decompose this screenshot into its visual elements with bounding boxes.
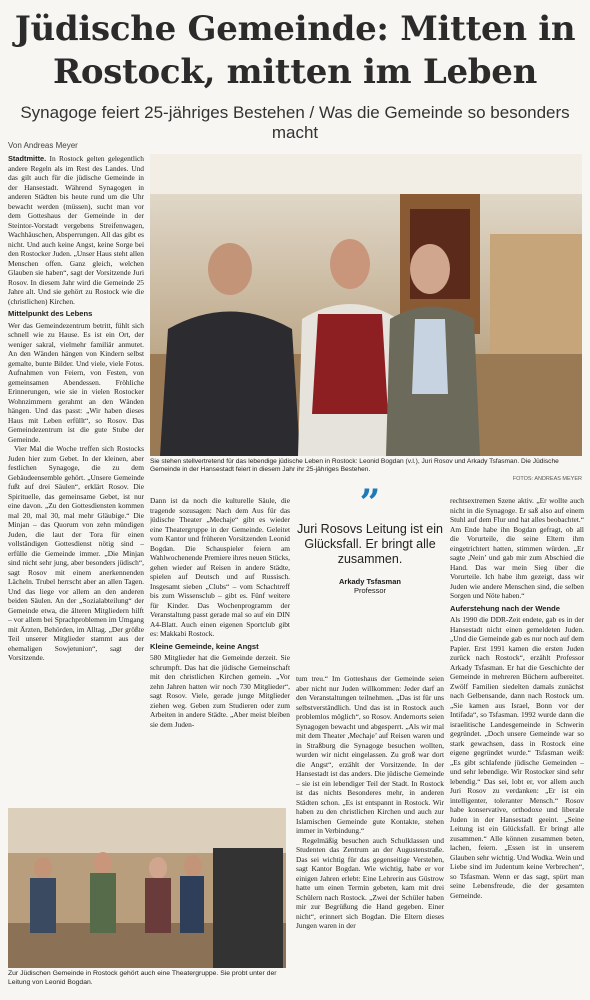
dateline: Stadtmitte. xyxy=(8,154,47,163)
column-1 xyxy=(8,154,144,802)
paragraph: Als 1990 die DDR-Zeit endete, gab es in der Hansestadt nicht einen gemeldeten Juden. „Und die Gemeinde gab es nur noch auf dem Papier. Erst 1991 kamen die ersten Juden zurück nach Rostock“, erzählt Professor Arkady Tsfasman. Er hat die Geschichte der Gemeinde in mehreren Büchern aufbereitet. Zwölf Familien siedelten damals zunächst nach Gelbensande, dann nach Rostock um. „Sie kamen aus Israel, Bonn vor der Intifada“, so Tsfasman. 1992 wurde dann die israelitische Landesgemeinde in Schwerin gegründet. „Doch unsere Gemeinde war so stark gewachsen, dass in Rostock eine eigene gegründet wurde.“ Tsfasman weiß: „Es gibt schlafende jüdische Gemeinden – und sehr lebendige. Wir Rostocker sind sehr lebendig.“ Das sei, lobt er, vor allem auch Juri Rosov zu verdanken: „Er ist ein intelligenter, toleranter Mensch.“ Rosov habe konservative, orthodoxe und liberale Juden in der Hansestadt geeint. „Seine Leitung ist ein Glücksfall. Er bringt alle zusammen.“ Alle können zusammen beten, lachen, feiern. „Essen ist in unserem Glauben sehr wichtig. Und Wodka. Wein und Liebe sind im Judentum keine Verbrechen“, so Tsfasman. Wenn er das sagt, spürt man seine Lebensfreude, die der gesamten Gemeinde. xyxy=(450,615,584,900)
paragraph: rechtsextremen Szene aktiv. „Er wollte auch nicht in die Synagoge. Er saß also auf einem Stuhl auf dem Flur und hat alles beobachtet.“ Am Ende habe ihn Bogdan gefragt, ob all die Vorurteile, die seine Eltern ihm eingetrichtert hatten, stimmen würden. „Er sagte ,Nein’ und gab mir zum Abschied die Hand. Das war mein Sieg über die Vorurteile. Ich habe ihm gezeigt, dass wir Juden wie andere Menschen sind, die selben Sorgen und Nöte haben.“ xyxy=(450,496,584,600)
pull-quote xyxy=(296,482,444,595)
byline: Von Andreas Meyer xyxy=(8,141,78,150)
headline-line-2: Rostock, mitten im Leben xyxy=(52,52,538,92)
headline xyxy=(0,8,590,94)
theater-group-photo xyxy=(8,808,286,968)
column-4 xyxy=(450,496,584,996)
quote-author-role: Professor xyxy=(353,586,387,595)
main-photo xyxy=(150,154,582,456)
paragraph xyxy=(8,154,144,306)
subheading: Mittelpunkt des Lebens xyxy=(8,309,93,318)
subheading: Auferstehung nach der Wende xyxy=(450,603,560,613)
subheadline: Synagoge feiert 25-jähriges Bestehen / Was die Gemeinde so besonders macht xyxy=(20,103,570,142)
quote-author: Arkady Tsfasman xyxy=(339,577,401,586)
caption-text: Sie stehen stellvertretend für das lebendige jüdische Leben in Rostock: Leonid Bogdan (v.l.), Juri Rosov und Arkady Tsfasman. Die Jüdische Gemeinde in der Hansestadt feiert in diesem Jahr ihr 25-jähriges Bestehen. xyxy=(150,458,559,474)
main-photo-caption xyxy=(150,458,582,483)
quote-mark-icon: ” xyxy=(359,482,381,524)
paragraph: Regelmäßig besuchen auch Schulklassen und Studenten das Zentrum an der Augustenstraße. Das sei wichtig für das gegenseitige Verstehen, sagt Kantor Bogdan. Wie wichtig, habe er vor einigen Jahren erlebt: Eine Lehrerin aus Güstrow hatte um einen Termin gebeten, kam mit drei Schülern nach Rostock. „Zwei der Schüler haben mir zur Begrüßung die Hand gegeben. Einer nicht“, erinnert sich Bogdan. Die Eltern dieses Jungen waren in der xyxy=(296,835,444,930)
paragraph: Dann ist da noch die kulturelle Säule, die tragende sozusagen: Nach dem Aus für das jüdische Theater „Mechaje“ gibt es wieder eine Theatergruppe in der Gemeinde. Geleitet vom Kantor und früheren Vorsitzenden Leonid Bogdan. Die Schauspieler feiern am Wahlwochenende Premiere ihres neuen Stücks, gehen wieder auf Reisen in andere Städte, spielen auf Deutsch und auf Russisch. Insgesamt sieben „Clubs“ – vom Schachtreff bis zum Wissensclub – gibt es. Fünf weitere für Kinder. Das Wochenprogramm der Veranstaltung passt gerade mal so auf ein DIN A4-Blatt. Auch einen eigenen Sportclub gibt es: Makkabi Rostock. xyxy=(150,496,290,638)
photo-theater-group xyxy=(8,808,286,968)
paragraph: 580 Mitglieder hat die Gemeinde derzeit. Sie schrumpft. Das hat die jüdische Gemeinschaft mit den christlichen Kirchen gemein. „Vor zehn Jahren hatten wir noch 730 Mitglieder“, sagt Rosov. Viele, gerade junge Mitglieder ziehen weg. Geben zum Studieren oder zum Arbeiten in andere Städte. „Aber meist bleiben sie dem Juden- xyxy=(150,653,290,729)
paragraph-text: In Rostock gelten gelegentlich andere Regeln als im Rest des Landes. Und das gilt auch für die jüdische Gemeinde in der Hansestadt. Während Synagogen in anderen Städten bis heute rund um die Uhr bewacht werden (müssen), sucht man vor dem Gotteshaus der Gemeinde in der Steintor-Vorstadt vergebens Streifenwagen, Wachhäuschen, Absperrungen. All das gibt es nicht. Und auch keine Angst, keine Sorge bei den Rostocker Juden. „Unser Haus steht allen Menschen offen. Ganz gleich, welchen Glauben sie haben“, sagt der Vorsitzende Juri Rosov. In diesem Jahr wird die Gemeinde 25 Jahre alt. Und sie gehört zu Rostock wie die (christlichen) Kirchen. xyxy=(8,154,144,306)
subheading: Kleine Gemeinde, keine Angst xyxy=(150,641,259,651)
paragraph: Wer das Gemeindezentrum betritt, fühlt sich schnell wie zu Hause. Es ist ein Ort, der weniger sakral, vielmehr familiär anmutet. An den Wänden hängen von Kindern selbst gemalte, bunte Bilder. Und viele, viele Fotos. Aufnahmen von Feiern, von Festen, von gemeinsamen Abendessen. Fröhliche Erinnerungen, wie sie in vielen Rostocker Wohnzimmern gerahmt an den Wänden hängen. Und das passt: „Wir haben dieses Haus mit Leben erfüllt“, so Rosov. Das Gemeindezentrum ist die gute Stube der Gemeinde. xyxy=(8,320,144,444)
headline-line-1: Jüdische Gemeinde: Mitten in xyxy=(14,9,576,49)
photo-three-men-in-synagogue xyxy=(150,154,582,456)
column-3 xyxy=(296,674,444,996)
quote-text: Juri Rosovs Leitung ist ein Glücksfall. Er bringt alle zusammen. xyxy=(297,522,443,566)
paragraph: tum treu.“ Im Gotteshaus der Gemeinde seien aber nicht nur Juden willkommen: Jeder darf an den Veranstaltungen teilnehmen. „Das ist für uns selbstverständlich. Und das ist in Rostock auch problemlos möglich“, so Rosov. Andernorts seien Synagogen bewacht und abgesperrt. „Als wir mal mit dem Theater ,Mechaje’ auf Reisen waren und in Straßburg die Synagoge besuchen wollten, wurden wir nicht eingelassen. Zu groß war dort die Angst“, erzählt der Vorsitzende. In der Hansestadt ist das anders. Die jüdische Gemeinde – sie ist ein lebendiger Teil der Stadt. In Rostock ist das nichts Besonderes mehr, in anderen Städten schon. „Es ist entspannt in Rostock. Wir haben zu den christlichen Kirchen und auch zur Islamischen Gemeinde gute Kontakte, stehen immer in Verbindung.“ xyxy=(296,674,444,835)
photo-credit: FOTOS: ANDREAS MEYER xyxy=(512,475,582,482)
theater-photo-caption: Zur Jüdischen Gemeinde in Rostock gehört auch eine Theatergruppe. Sie probt unter der Leitung von Leonid Bogdan. xyxy=(8,970,277,986)
paragraph: Vier Mal die Woche treffen sich Rostocks Juden hier zum Gebet. In der kleinen, aber festlichen Synagoge, die zu dem Gebäudeensemble gehört. „Unsere Gemeinde fußt auf drei Säulen“, erklärt Rosov. Die Spirituelle, das gemeinsame Gebet, ist nur eine davon. „Zu den Gottesdiensten kommen mal 20, mal 30, mal mehr Gläubige.“ Die Minjan – das Quorum von zehn mündigen Juden, die laut der Tora für einen vollständigen Gottesdienst nötig sind – erfülle die Gemeinde immer. „Die Minjan sind nicht sehr jung, aber besonders jüdisch“, sagt Rosov mit einem anerkennenden Lächeln. Trubel herrscht aber an allen Tagen. Und das liege vor allem an den anderen beiden Säulen. An der „Sozialabteilung“ der Gemeinde etwa, die älteren Mitgliedern hilft – vor allem bei Sprachproblemen im Umgang mit Ärzten, Behörden, im Alltag. „Der größte Teil unserer Mitglieder stammt aus der ehemaligen Sowjetunion“, sagt der Vorsitzende. xyxy=(8,444,144,662)
